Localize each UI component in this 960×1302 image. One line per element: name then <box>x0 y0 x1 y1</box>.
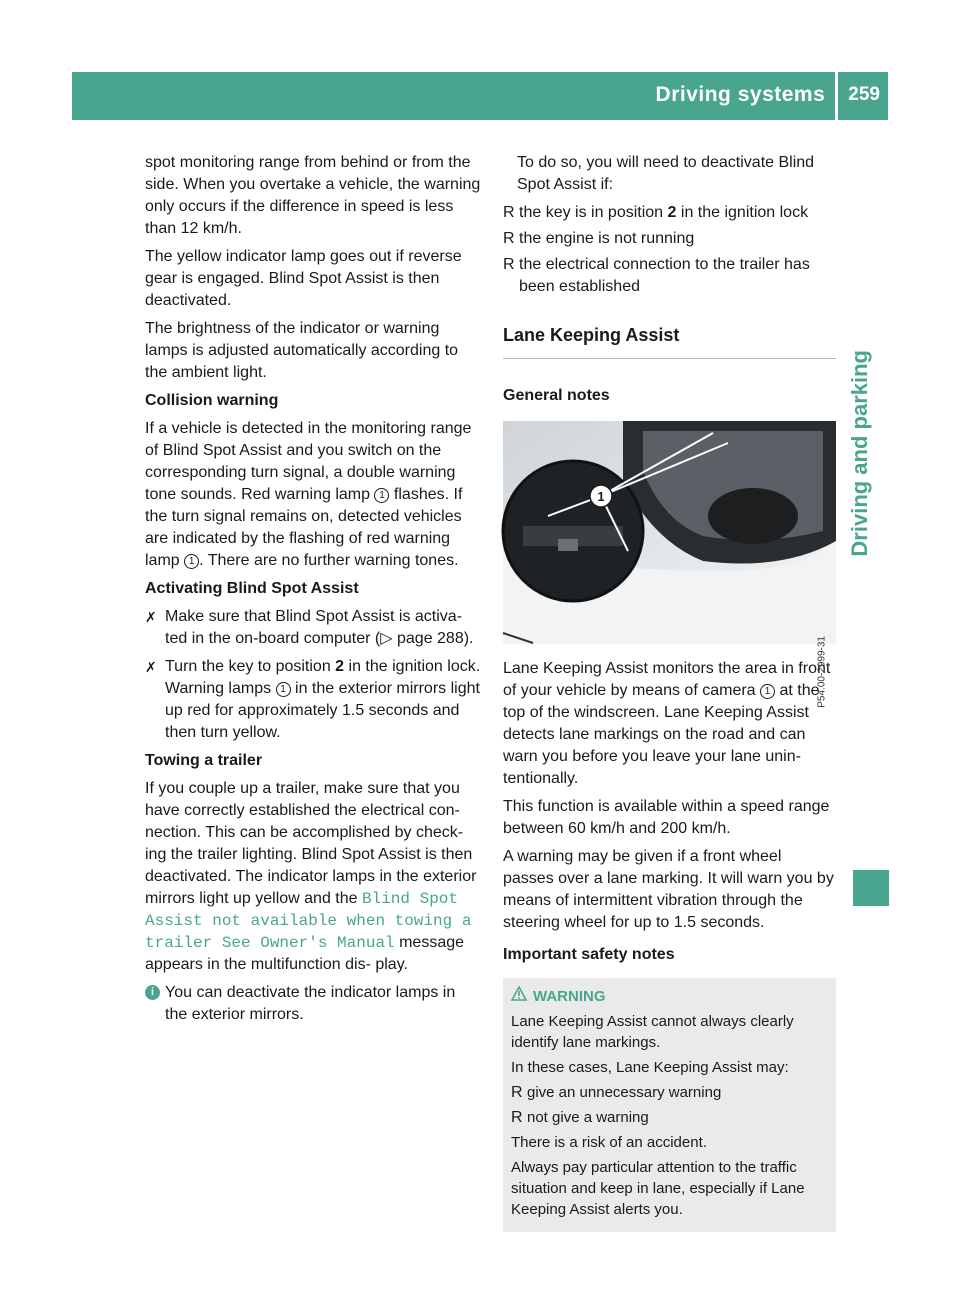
text-segment: Warning lamps <box>165 680 276 697</box>
info-note <box>145 982 481 1026</box>
page-ref-link[interactable]: page 288). <box>392 630 474 647</box>
paragraph-monitoring-range: spot monitoring range from behind or from the side. When you overtake a vehicle, the warning only occurs if the difference in speed is less than 12 km/h. <box>145 154 481 237</box>
bullet-icon: R <box>503 204 515 221</box>
text-segment: Lane Keeping Assist monitors the area in front of your vehicle by means of camera <box>503 660 831 699</box>
paragraph-deactivate-intro: To do so, you will need to deactivate Blind Spot Assist if: <box>517 154 815 193</box>
heading-activating: Activating Blind Spot Assist <box>145 580 359 597</box>
text-segment: Make sure that Blind Spot Assist is activa- ted in the on-board computer ( <box>165 608 463 647</box>
heading-lane-keeping-assist: Lane Keeping Assist <box>503 324 836 359</box>
step-arrow-icon: ✗ <box>145 609 157 625</box>
paragraph-brightness: The brightness of the indicator or warning lamps is adjusted automatically according to the ambient light. <box>145 320 459 381</box>
figure-code: P54.00-2999-31 <box>817 636 828 708</box>
text-segment: message appears in the multifunction dis- play. <box>145 934 465 973</box>
text-segment: the engine is not running <box>519 230 695 247</box>
paragraph-towing <box>145 778 481 976</box>
callout-1-icon: 1 <box>184 554 199 569</box>
text-segment: in the ignition lock. <box>344 658 481 675</box>
text-segment: Turn the key to position <box>165 658 336 675</box>
text-segment: If you couple up a trailer, make sure that you have correctly established the electrical con- nection. This can be accomplished by check- ing the trailer lighting. Blind Spot Assist is then deactivated. The indicator lamps in the exterior mirrors light up yellow and the <box>145 780 477 907</box>
warning-triangle-icon <box>511 986 527 1007</box>
callout-1-icon: 1 <box>374 488 389 503</box>
heading-general-notes: General notes <box>503 387 610 404</box>
heading-collision-warning: Collision warning <box>145 392 279 409</box>
list-item <box>503 228 836 250</box>
page-ref-icon: ▷ <box>380 630 393 647</box>
header-title: Driving systems <box>655 83 826 106</box>
heading-towing: Towing a trailer <box>145 752 263 769</box>
text-bold: 2 <box>335 658 345 675</box>
paragraph-collision-warning <box>145 418 481 572</box>
bullet-icon: R <box>511 1109 523 1126</box>
text-segment: in the exterior mirrors light up red for approximately 1.5 seconds and then turn yellow. <box>165 680 480 741</box>
warning-title: WARNING <box>533 988 606 1005</box>
list-item <box>503 202 836 224</box>
text-segment: give an unnecessary warning <box>527 1084 722 1101</box>
warning-paragraph: There is a risk of an accident. <box>511 1134 707 1151</box>
warning-paragraph: Always pay particular attention to the traffic situation and keep in lane, especially if Lane Keeping Assist alerts you. <box>511 1159 805 1218</box>
warning-paragraph: In these cases, Lane Keeping Assist may: <box>511 1059 789 1076</box>
text-segment: at the top of the windscreen. Lane Keeping Assist detects lane markings on the road and can warn you before you leave your lane unin- tentionally. <box>503 682 820 787</box>
right-column <box>503 152 836 1232</box>
step-arrow-icon: ✗ <box>145 659 157 675</box>
list-item <box>503 254 836 298</box>
side-tab-marker <box>853 870 889 906</box>
text-segment: flashes. If the turn signal remains on, detected vehicles are indicated by the flashing of red warning lamp <box>145 486 463 569</box>
warning-box <box>503 978 836 1232</box>
step-item <box>145 606 481 650</box>
text-segment: . There are no further warning tones. <box>199 552 459 569</box>
bullet-icon: R <box>503 230 515 247</box>
text-bold: 2 <box>667 204 677 221</box>
heading-safety-notes: Important safety notes <box>503 946 675 963</box>
list-item <box>511 1107 828 1128</box>
bullet-icon: R <box>511 1084 523 1101</box>
side-tab-label: Driving and parking <box>847 350 872 557</box>
paragraph-reverse-gear: The yellow indicator lamp goes out if reverse gear is engaged. Blind Spot Assist is then deactivated. <box>145 248 462 309</box>
car-illustration <box>503 421 836 644</box>
list-item <box>511 1082 828 1103</box>
info-text: You can deactivate the indicator lamps in the exterior mirrors. <box>165 984 456 1023</box>
info-icon: i <box>145 985 160 1000</box>
text-segment: the electrical connection to the trailer has been established <box>519 256 810 295</box>
paragraph-lka-speed-range: This function is available within a speed range between 60 km/h and 200 km/h. <box>503 798 830 837</box>
page-number: 259 <box>848 84 880 105</box>
warning-title-row <box>511 986 828 1007</box>
left-column <box>145 152 481 1032</box>
bullet-icon: R <box>503 256 515 273</box>
text-segment: If a vehicle is detected in the monitoring range of Blind Spot Assist and you switch on the corresponding turn signal, a double warning tone sounds. Red warning lamp <box>145 420 472 503</box>
svg-text:1: 1 <box>597 489 605 504</box>
step-item <box>145 656 481 744</box>
callout-1-icon: 1 <box>760 684 775 699</box>
text-segment: the key is in position <box>519 204 668 221</box>
paragraph-lka-monitors <box>503 658 836 790</box>
warning-paragraph: Lane Keeping Assist cannot always clearly identify lane markings. <box>511 1013 794 1051</box>
display-message: Blind Spot Assist not available when towing a trailer See Owner's Manual <box>145 890 472 952</box>
callout-1-icon: 1 <box>276 682 291 697</box>
header-bar <box>72 72 888 120</box>
text-segment: in the ignition lock <box>676 204 809 221</box>
paragraph-lka-vibration: A warning may be given if a front wheel passes over a lane marking. It will warn you by means of intermittent vibration through the steering wheel for up to 1.5 seconds. <box>503 848 834 931</box>
text-segment: not give a warning <box>527 1109 649 1126</box>
